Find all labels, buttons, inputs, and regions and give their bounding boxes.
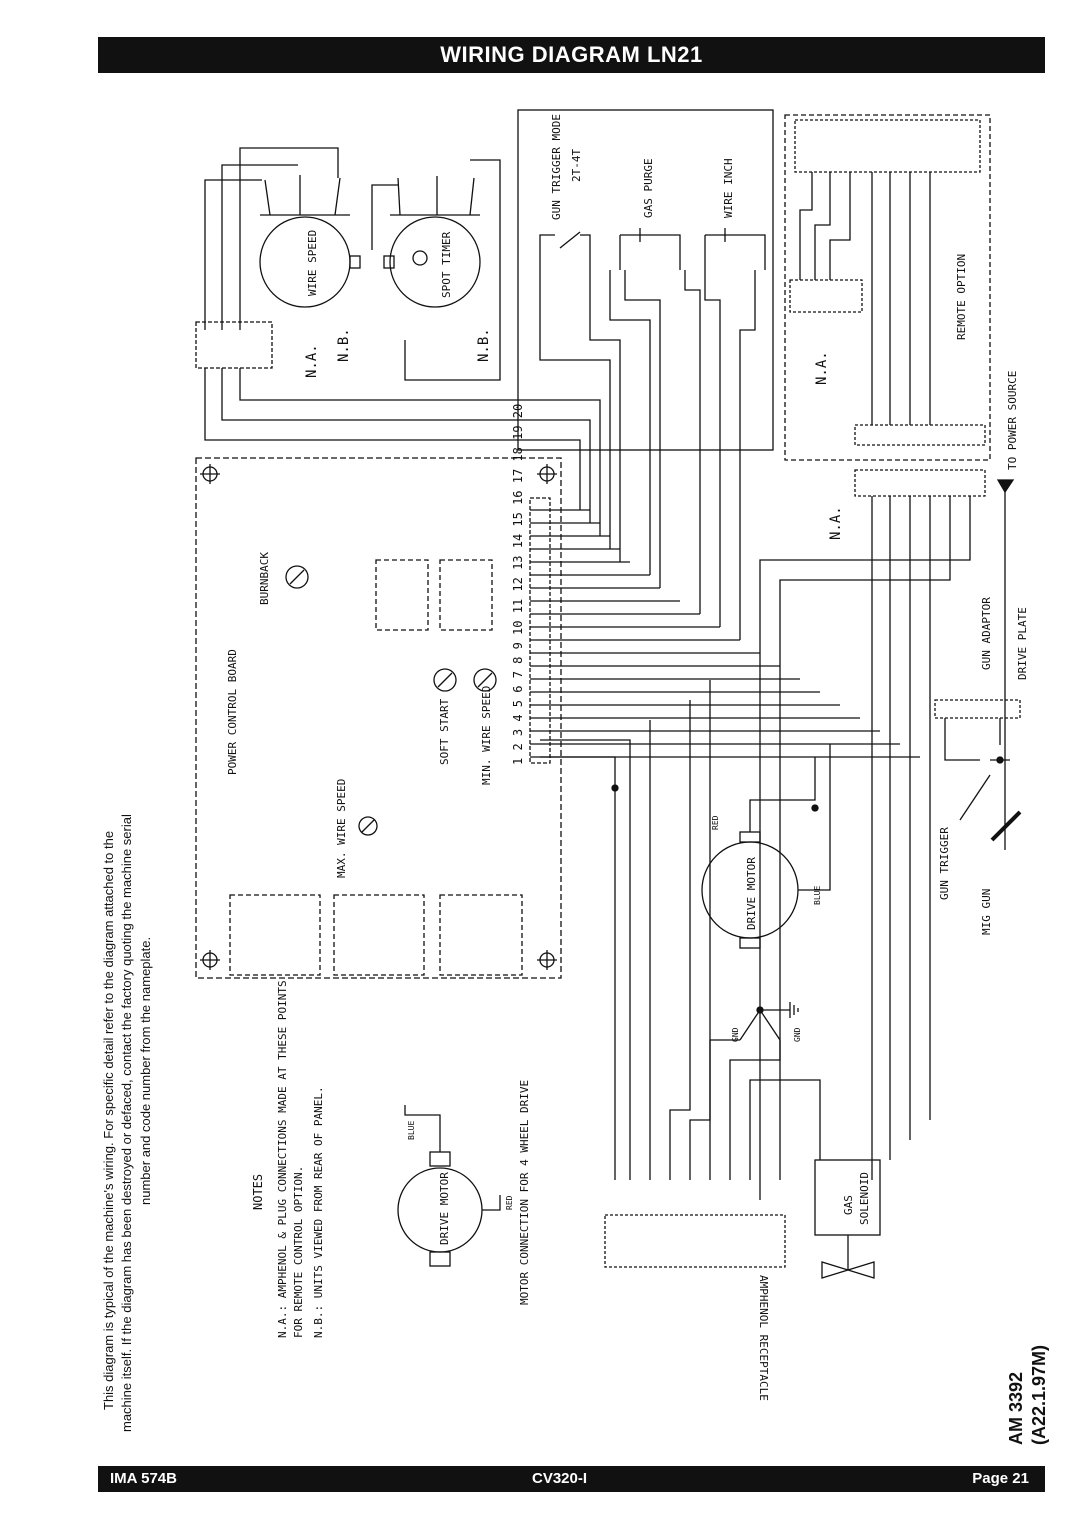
- remote-wires: [800, 172, 930, 425]
- gas-solenoid-label-2: SOLENOID: [858, 1172, 871, 1225]
- page-title: WIRING DIAGRAM LN21: [98, 37, 1045, 73]
- intro-line-1: This diagram is typical of the machine's wiring. For specific detail refer to the diagram attached to the: [101, 830, 116, 1410]
- spot-timer-pot: [390, 217, 480, 307]
- gnd-label-2: GND: [793, 1027, 802, 1042]
- nb-mark-pots: N.B.: [336, 328, 352, 362]
- notes-na: N.A.: AMPHENOL & PLUG CONNECTIONS MADE AT THESE POINTS: [276, 980, 289, 1338]
- to-power-source-label: TO POWER SOURCE: [1006, 370, 1019, 470]
- gas-solenoid-label-1: GAS: [842, 1195, 855, 1215]
- drawing-code-ref: (A22.1.97M): [1029, 1344, 1049, 1445]
- power-control-board-outline: [196, 458, 561, 978]
- na-mark-remote: N.A.: [814, 351, 830, 385]
- footer-page-number: Page 21: [972, 1470, 1029, 1487]
- intro-line-3: number and code number from the nameplate.: [138, 936, 153, 1205]
- drive-motor-label: DRIVE MOTOR: [745, 857, 758, 930]
- board-mounts: [200, 464, 557, 970]
- soft-start-label: SOFT START: [438, 698, 451, 765]
- amphenol-receptacle-label: AMPHENOL RECEPTACLE: [757, 1275, 770, 1401]
- gun-trigger-label: GUN TRIGGER: [938, 827, 951, 900]
- blue-label: BLUE: [813, 885, 822, 905]
- receptacle-wires: [540, 680, 820, 1180]
- na-mark-pots: N.A.: [304, 344, 320, 378]
- notes-na-2: FOR REMOTE CONTROL OPTION.: [292, 1165, 305, 1338]
- wire-speed-pot: [260, 217, 350, 307]
- notes-motor-connection: MOTOR CONNECTION FOR 4 WHEEL DRIVE: [518, 1079, 531, 1305]
- gas-purge-label: GAS PURGE: [642, 158, 655, 218]
- terminal-strip: [530, 498, 550, 763]
- mig-gun-label: MIG GUN: [980, 888, 993, 935]
- burnback-label: BURNBACK: [258, 552, 271, 605]
- notes-heading: NOTES: [251, 1173, 265, 1210]
- spot-timer-label: SPOT TIMER: [440, 231, 453, 298]
- drive-plate-label: DRIVE PLATE: [1016, 607, 1029, 680]
- max-wire-speed-label: MAX. WIRE SPEED: [335, 778, 348, 878]
- notes-blue-label: BLUE: [407, 1120, 416, 1140]
- red-label: RED: [711, 815, 720, 830]
- na-mark-power: N.A.: [828, 506, 844, 540]
- remote-option-label: REMOTE OPTION: [955, 253, 968, 340]
- gnd-label-1: GND: [731, 1027, 740, 1042]
- intro-line-2: machine itself. If the diagram has been destroyed or defaced, contact the factory quoting the machine serial: [119, 814, 134, 1432]
- footer-manual-code: IMA 574B: [110, 1470, 177, 1487]
- min-wire-speed-label: MIN. WIRE SPEED: [480, 685, 493, 785]
- gun-trigger-mode-label: GUN TRIGGER MODE: [550, 114, 563, 220]
- gun-adaptor-label: GUN ADAPTOR: [980, 597, 993, 670]
- notes-red-label: RED: [505, 1195, 514, 1210]
- drawing-code-am: AM 3392: [1006, 1371, 1026, 1445]
- terminal-numbers-label: 1 2 3 4 5 6 7 8 9 10 11 12 13 14 15 16 17 18 19 20: [511, 403, 525, 765]
- notes-nb: N.B.: UNITS VIEWED FROM REAR OF PANEL.: [312, 1086, 325, 1338]
- mode-2t4t-label: 2T-4T: [570, 148, 583, 182]
- amphenol-receptacle: [605, 1215, 785, 1267]
- footer-model: CV320-I: [532, 1470, 588, 1487]
- terminal-rows: [530, 510, 920, 757]
- notes-drive-motor-label: DRIVE MOTOR: [438, 1172, 451, 1245]
- wire-inch-label: WIRE INCH: [722, 158, 735, 218]
- switches: [540, 228, 765, 640]
- wire-speed-label: WIRE SPEED: [306, 229, 319, 296]
- nb-mark-spot: N.B.: [476, 328, 492, 362]
- power-control-board-label: POWER CONTROL BOARD: [226, 649, 239, 775]
- page-footer: [98, 1466, 1045, 1492]
